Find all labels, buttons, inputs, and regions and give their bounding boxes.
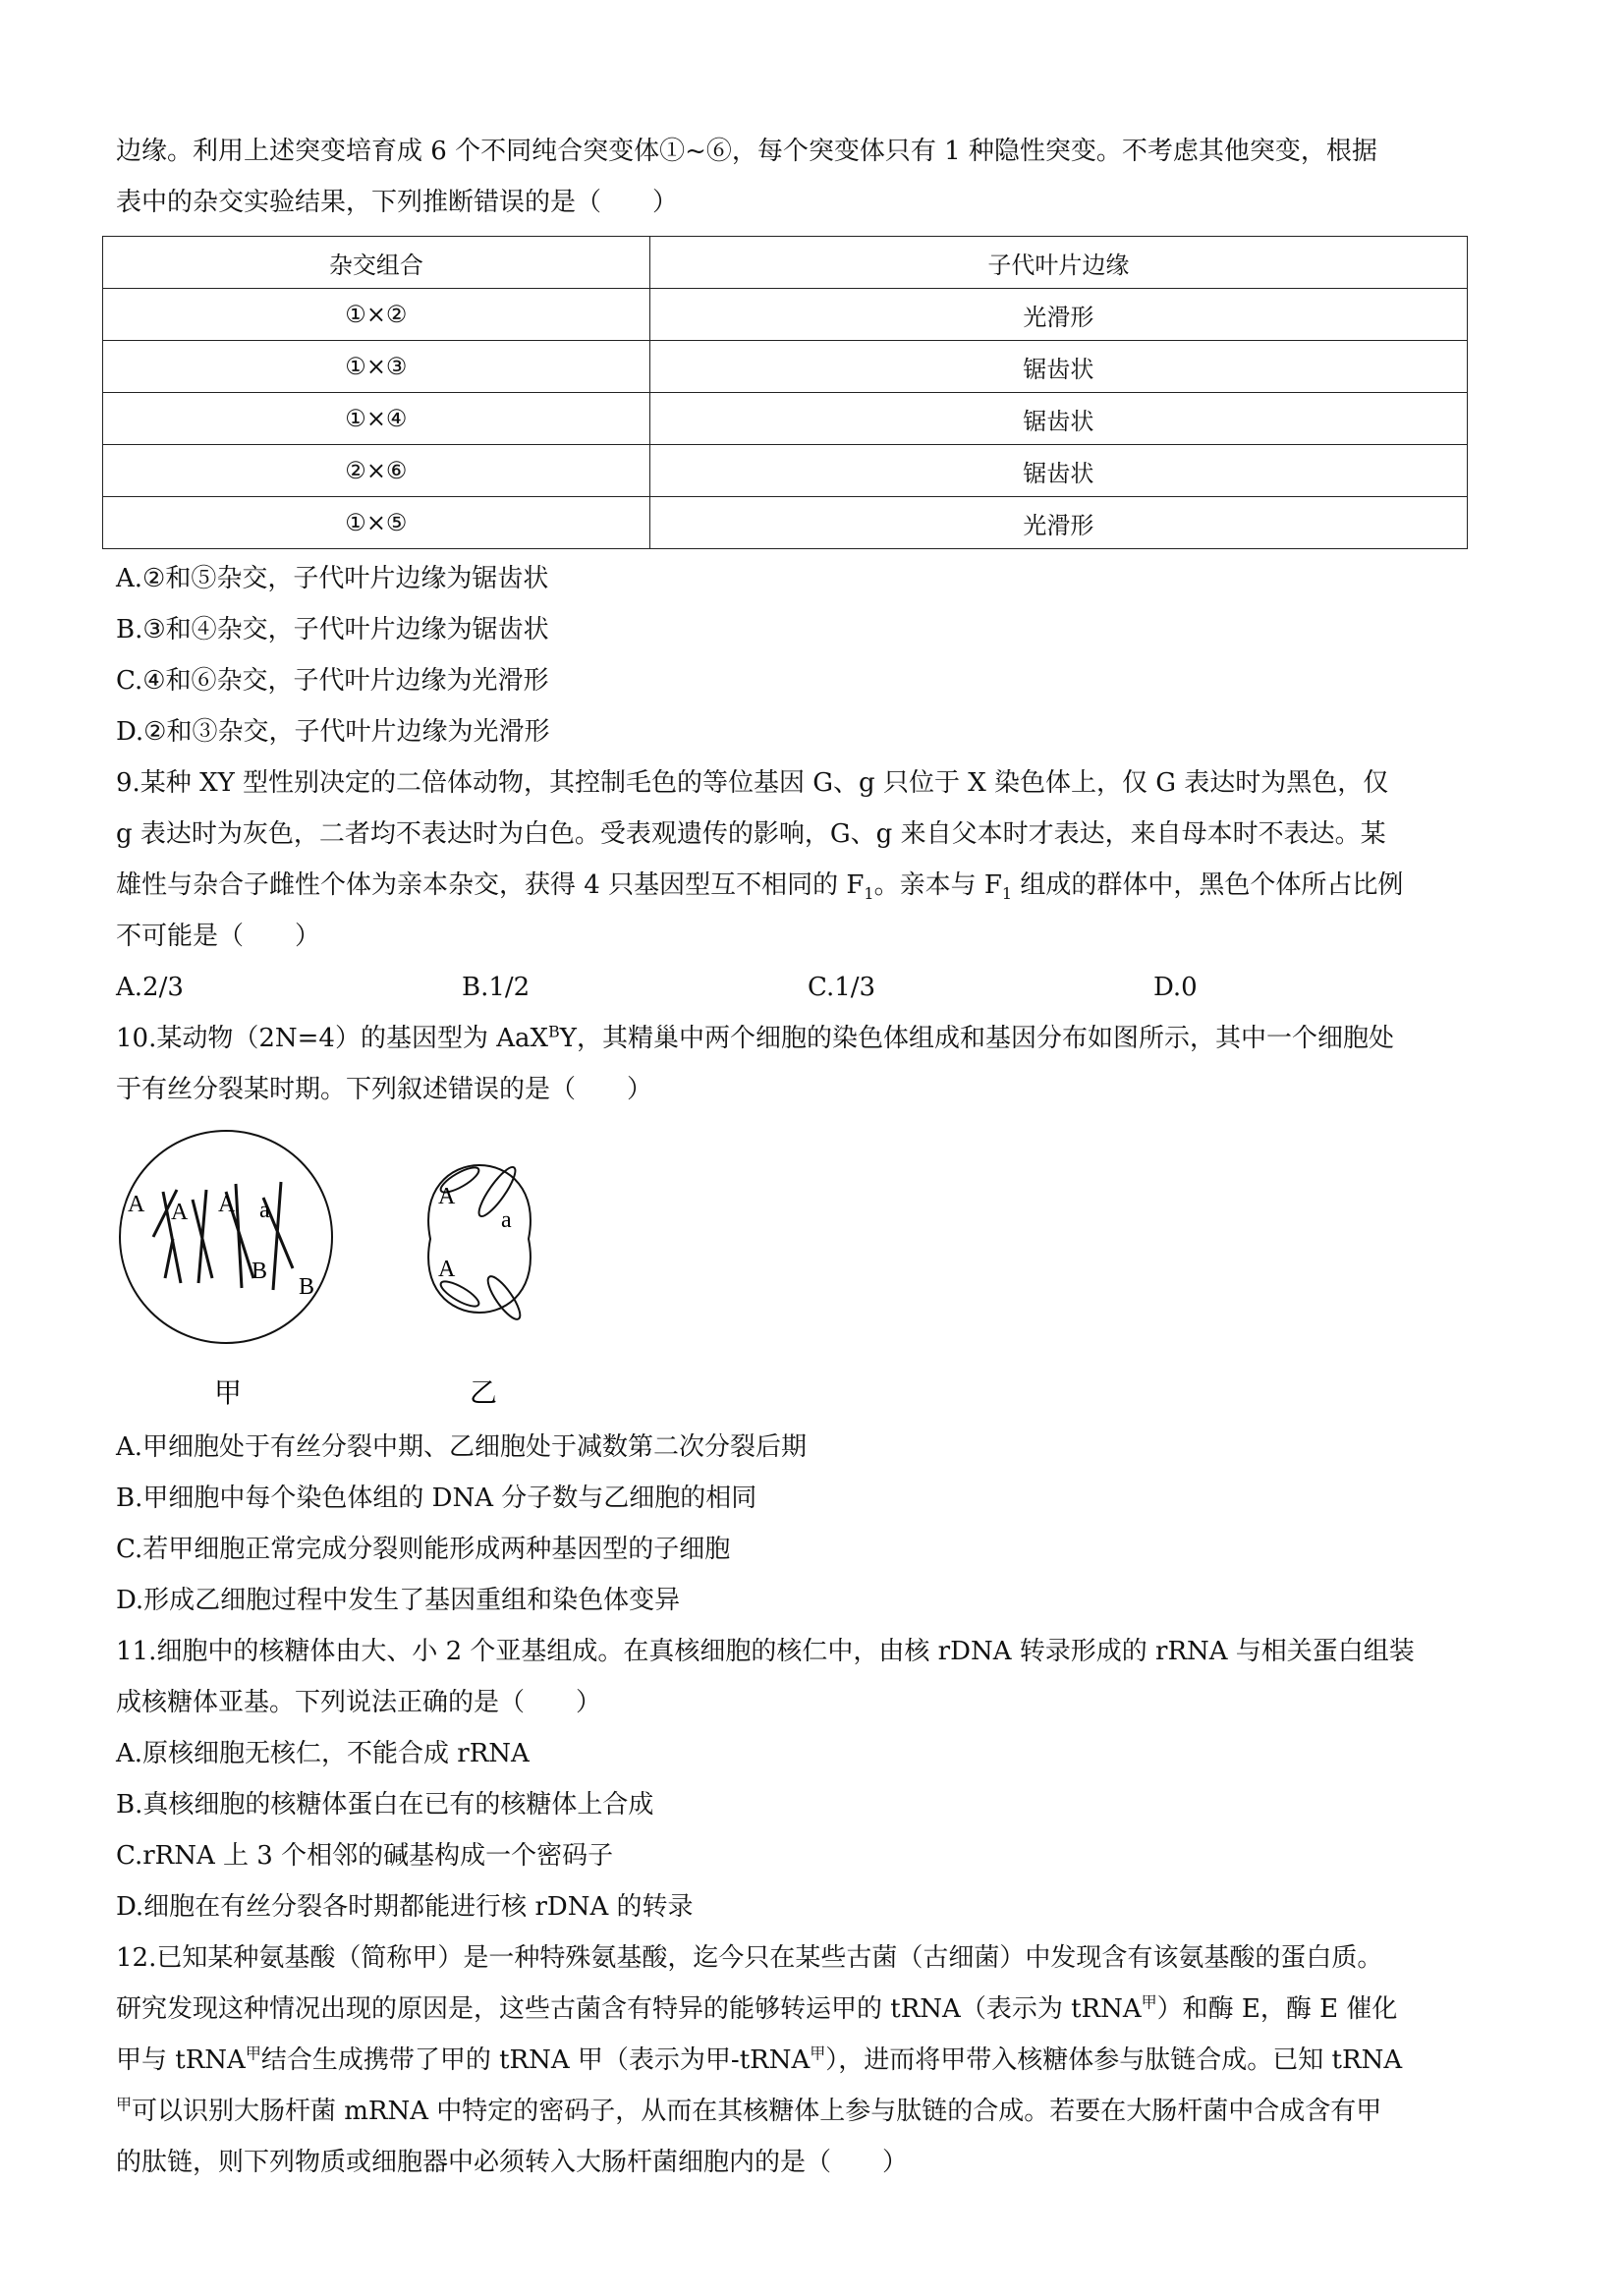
q9-options bbox=[116, 962, 1531, 1013]
q12-line3-part-b: 结合生成携带了甲的 tRNA 甲（表示为甲-tRNA bbox=[260, 2045, 811, 2075]
gene-label-a3: A bbox=[218, 1192, 236, 1217]
q9-line1: 9.某种 XY 型性别决定的二倍体动物，其控制毛色的等位基因 G、g 只位于 X 染色体上，仅 G 表达时为黑色，仅 bbox=[116, 768, 1389, 798]
table-row bbox=[103, 445, 1468, 497]
q9-line4: 不可能是（ ） bbox=[116, 922, 321, 951]
q10-option-d: D.形成乙细胞过程中发生了基因重组和染色体变异 bbox=[116, 1586, 681, 1615]
table-cell: 锯齿状 bbox=[649, 445, 1467, 497]
q9-line3-part-c: 组成的群体中，黑色个体所占比例 bbox=[1012, 870, 1404, 900]
table-header-row bbox=[103, 237, 1468, 289]
q11-option-c: C.rRNA 上 3 个相邻的碱基构成一个密码子 bbox=[116, 1841, 614, 1871]
q8-option-b: B.③和④杂交，子代叶片边缘为锯齿状 bbox=[116, 615, 549, 644]
q11-line1: 11.细胞中的核糖体由大、小 2 个亚基组成。在真核细胞的核仁中，由核 rDNA 转录形成的 rRNA 与相关蛋白组装 bbox=[116, 1637, 1415, 1666]
gene-label-yi-a-top: A bbox=[438, 1184, 456, 1209]
table-cell: 锯齿状 bbox=[649, 393, 1467, 445]
q9-option-c: C.1/3 bbox=[808, 973, 876, 1002]
gene-label-b1: B bbox=[252, 1259, 268, 1284]
cell-division-figure bbox=[116, 1121, 705, 1416]
q12-sup-jia-4: 甲 bbox=[116, 2095, 133, 2114]
q10-line1-part-a: 10.某动物（2N=4）的基因型为 AaX bbox=[116, 1024, 549, 1053]
q8-intro-line2: 表中的杂交实验结果，下列推断错误的是（ ） bbox=[116, 188, 679, 217]
q11-option-d: D.细胞在有丝分裂各时期都能进行核 rDNA 的转录 bbox=[116, 1892, 694, 1922]
q9-option-d: D.0 bbox=[1153, 973, 1198, 1002]
table-cell: ①×② bbox=[103, 289, 650, 341]
q12-line3-part-a: 甲与 tRNA bbox=[116, 2045, 246, 2075]
q12-sup-jia-1: 甲 bbox=[1141, 1992, 1157, 2012]
gene-label-yi-a-bottom: A bbox=[438, 1257, 456, 1282]
q12-sup-jia-3: 甲 bbox=[810, 2044, 826, 2063]
table-row bbox=[103, 341, 1468, 393]
table-row bbox=[103, 393, 1468, 445]
table-cell: ①×⑤ bbox=[103, 497, 650, 549]
table-header-cross: 杂交组合 bbox=[103, 237, 650, 289]
q9-subscript-1: 1 bbox=[864, 884, 874, 904]
table-cell: ①×③ bbox=[103, 341, 650, 393]
gene-label-a4: a bbox=[259, 1198, 270, 1223]
label-jia: 甲 bbox=[214, 1376, 243, 1409]
q10-option-c: C.若甲细胞正常完成分裂则能形成两种基因型的子细胞 bbox=[116, 1535, 731, 1564]
q9-line3 bbox=[116, 860, 1531, 911]
q12-line5: 的肽链，则下列物质或细胞器中必须转入大肠杆菌细胞内的是（ ） bbox=[116, 2148, 909, 2177]
table-row bbox=[103, 497, 1468, 549]
cell-jia bbox=[120, 1131, 332, 1343]
q11-line2: 成核糖体亚基。下列说法正确的是（ ） bbox=[116, 1688, 602, 1717]
table-cell: ①×④ bbox=[103, 393, 650, 445]
q8-option-d: D.②和③杂交，子代叶片边缘为光滑形 bbox=[116, 717, 550, 747]
q12-line3 bbox=[116, 2035, 1531, 2086]
q12-line4 bbox=[116, 2086, 1531, 2137]
q10-option-b: B.甲细胞中每个染色体组的 DNA 分子数与乙细胞的相同 bbox=[116, 1484, 757, 1513]
table-cell: ②×⑥ bbox=[103, 445, 650, 497]
q10-option-a: A.甲细胞处于有丝分裂中期、乙细胞处于减数第二次分裂后期 bbox=[116, 1432, 808, 1462]
gene-label-yi-a-small: a bbox=[501, 1207, 512, 1233]
q12-line1: 12.已知某种氨基酸（简称甲）是一种特殊氨基酸，迄今只在某些古菌（古细菌）中发现含有该氨基酸的蛋白质。 bbox=[116, 1943, 1383, 1973]
q10-superscript-b: B bbox=[548, 1022, 560, 1041]
label-yi: 乙 bbox=[470, 1376, 498, 1409]
table-row bbox=[103, 289, 1468, 341]
q12-line4-text: 可以识别大肠杆菌 mRNA 中特定的密码子，从而在其核糖体上参与肽链的合成。若要在大肠杆菌中合成含有甲 bbox=[132, 2097, 1382, 2126]
q10-line1 bbox=[116, 1013, 1531, 1064]
q12-line2-part-b: ）和酶 E，酶 E 催化 bbox=[1156, 1994, 1398, 2024]
q11-option-a: A.原核细胞无核仁，不能合成 rRNA bbox=[116, 1739, 530, 1768]
gene-label-b2: B bbox=[299, 1274, 315, 1300]
q12-line3-part-c: ），进而将甲带入核糖体参与肽链合成。已知 tRNA bbox=[825, 2045, 1403, 2075]
table-header-offspring: 子代叶片边缘 bbox=[649, 237, 1467, 289]
q9-option-b: B.1/2 bbox=[462, 973, 531, 1002]
q8-option-a: A.②和⑤杂交，子代叶片边缘为锯齿状 bbox=[116, 564, 549, 593]
q11-option-b: B.真核细胞的核糖体蛋白在已有的核糖体上合成 bbox=[116, 1790, 654, 1820]
cell-figure-svg bbox=[116, 1121, 705, 1416]
q8-intro-line1: 边缘。利用上述突变培育成 6 个不同纯合突变体①~⑥，每个突变体只有 1 种隐性突变。不考虑其他突变，根据 bbox=[116, 137, 1377, 166]
gene-label-a1: A bbox=[128, 1192, 145, 1217]
q10-line1-part-b: Y，其精巢中两个细胞的染色体组成和基因分布如图所示，其中一个细胞处 bbox=[559, 1024, 1394, 1053]
q9-line2: g 表达时为灰色，二者均不表达时为白色。受表观遗传的影响，G、g 来自父本时才表达，来自母本时不表达。某 bbox=[116, 819, 1386, 849]
table-cell: 锯齿状 bbox=[649, 341, 1467, 393]
q9-line3-part-a: 雄性与杂合子雌性个体为亲本杂交，获得 4 只基因型互不相同的 F bbox=[116, 870, 865, 900]
q12-sup-jia-2: 甲 bbox=[245, 2044, 261, 2063]
exam-page bbox=[116, 126, 1531, 2188]
table-cell: 光滑形 bbox=[649, 289, 1467, 341]
cross-results-table bbox=[102, 236, 1468, 549]
gene-label-a2: A bbox=[171, 1200, 189, 1225]
table-cell: 光滑形 bbox=[649, 497, 1467, 549]
q8-option-c: C.④和⑥杂交，子代叶片边缘为光滑形 bbox=[116, 666, 549, 696]
q9-line3-part-b: 。亲本与 F bbox=[873, 870, 1002, 900]
q12-line2-part-a: 研究发现这种情况出现的原因是，这些古菌含有特异的能够转运甲的 tRNA（表示为 tRNA bbox=[116, 1994, 1142, 2024]
q12-line2 bbox=[116, 1984, 1531, 2035]
q9-subscript-2: 1 bbox=[1001, 884, 1013, 904]
q10-line2: 于有丝分裂某时期。下列叙述错误的是（ ） bbox=[116, 1075, 653, 1104]
q9-option-a: A.2/3 bbox=[116, 973, 184, 1002]
